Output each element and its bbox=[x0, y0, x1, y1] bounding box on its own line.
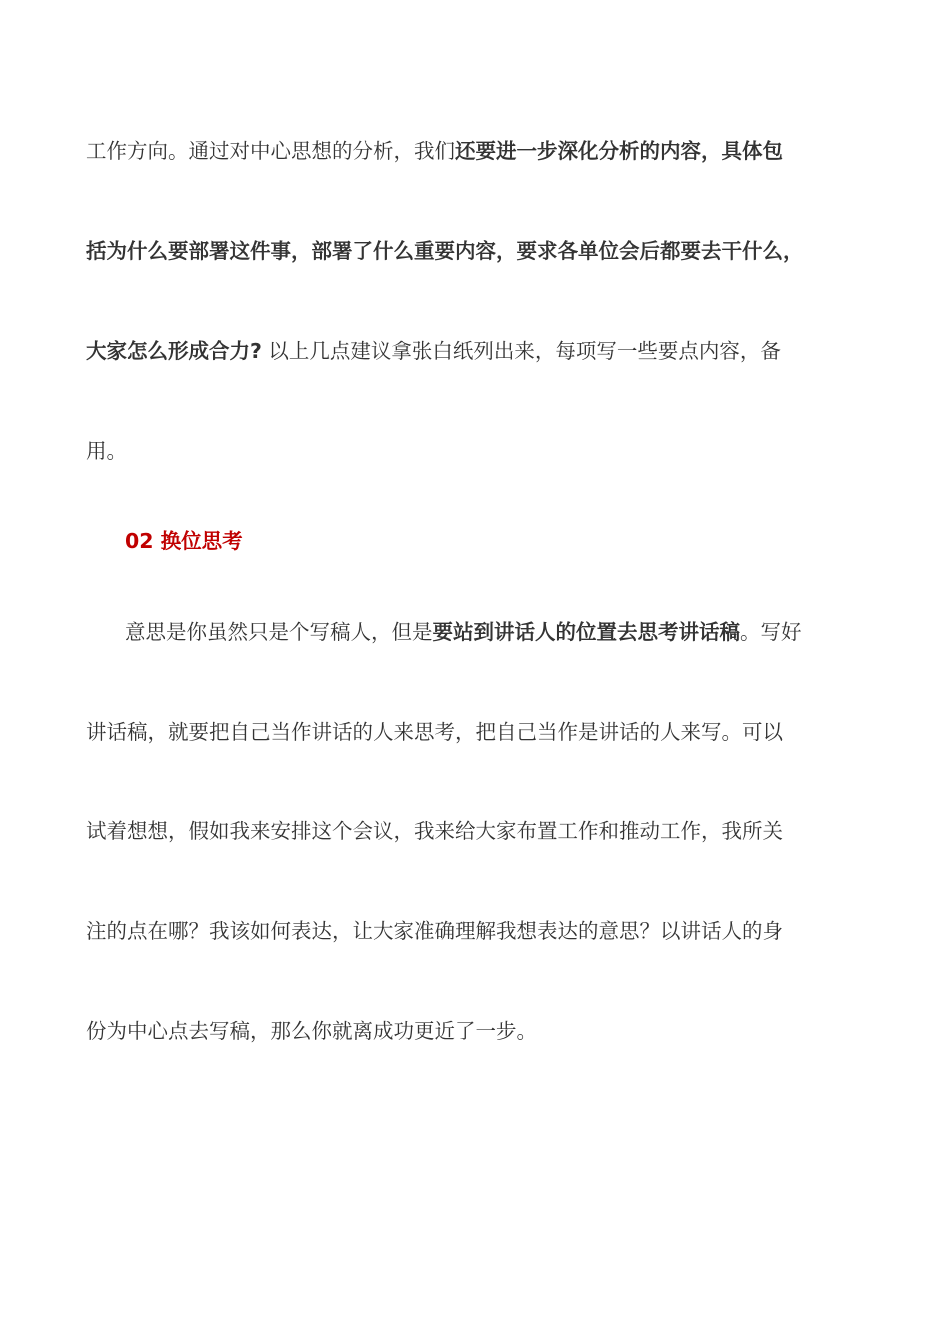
plain-text: 工作方向。通过对中心思想的分析，我们 bbox=[86, 139, 455, 163]
paragraph-1-line-3 bbox=[86, 336, 781, 366]
paragraph-1-line-2 bbox=[86, 236, 804, 266]
bold-text: 括为什么要部署这件事，部署了什么重要内容，要求各单位会后都要去干什么， bbox=[86, 239, 804, 263]
plain-text: 。写好 bbox=[740, 620, 802, 644]
plain-text: 意思是你虽然只是个写稿人，但是 bbox=[125, 620, 433, 644]
section-heading: 02 换位思考 bbox=[125, 529, 243, 553]
paragraph-1-line-1 bbox=[86, 136, 783, 166]
paragraph-2-line-2: 讲话稿，就要把自己当作讲话的人来思考，把自己当作是讲话的人来写。可以 bbox=[86, 720, 783, 744]
paragraph-1-line-4 bbox=[86, 436, 127, 466]
paragraph-2-line-4: 注的点在哪？我该如何表达，让大家准确理解我想表达的意思？以讲话人的身 bbox=[86, 919, 783, 943]
bold-text: 大家怎么形成合力? bbox=[86, 339, 262, 363]
bold-text: 还要进一步深化分析的内容，具体包 bbox=[455, 139, 783, 163]
paragraph-2-line-1 bbox=[125, 617, 802, 647]
paragraph-2-line-5: 份为中心点去写稿，那么你就离成功更近了一步。 bbox=[86, 1019, 537, 1043]
paragraph-2-line-3: 试着想想，假如我来安排这个会议，我来给大家布置工作和推动工作，我所关 bbox=[86, 819, 783, 843]
bold-text: 要站到讲话人的位置去思考讲话稿 bbox=[432, 620, 740, 644]
plain-text: 以上几点建议拿张白纸列出来，每项写一些要点内容，备 bbox=[261, 339, 781, 363]
plain-text: 用。 bbox=[86, 439, 127, 463]
